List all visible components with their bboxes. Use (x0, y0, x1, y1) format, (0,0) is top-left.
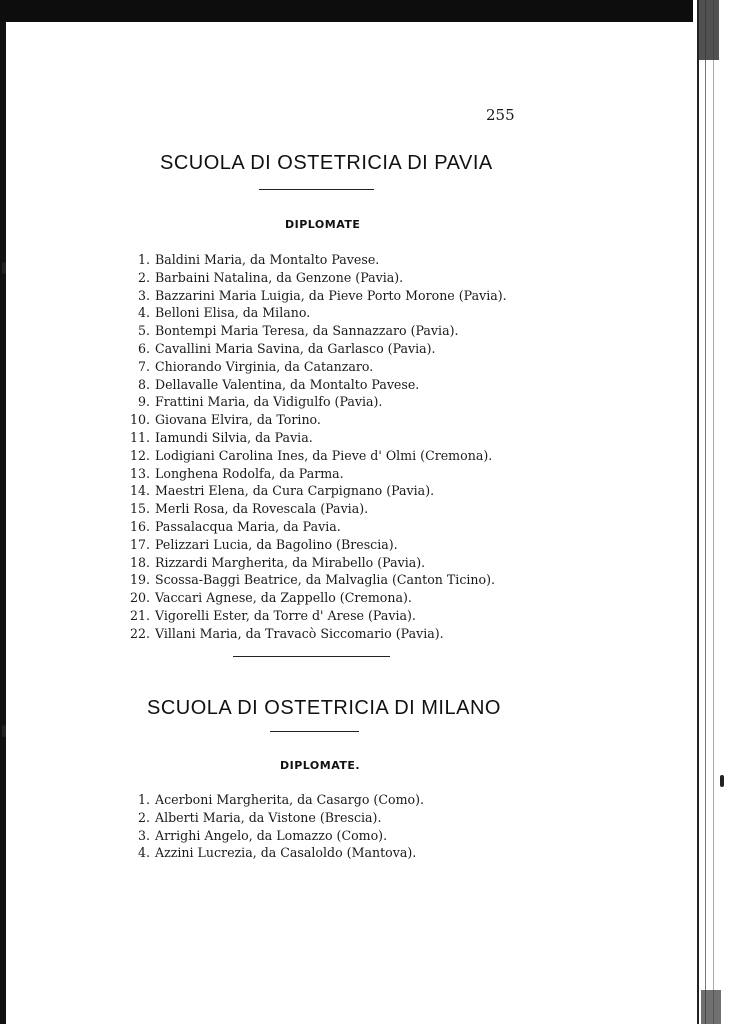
entry-text: Acerboni Margherita, da Casargo (Como). (155, 792, 425, 807)
margin-mark (2, 262, 6, 274)
section-subtitle-milano: DIPLOMATE. (280, 759, 361, 772)
list-item (124, 304, 507, 322)
entry-text: Belloni Elisa, da Milano. (155, 305, 311, 321)
entry-number: 1. (137, 792, 150, 807)
list-item (124, 251, 507, 269)
list-item (124, 571, 507, 589)
list-item (124, 376, 507, 394)
list-item (124, 482, 507, 500)
entry-text: Vigorelli Ester, da Torre d' Arese (Pavia). (155, 607, 416, 623)
list-item (124, 358, 507, 376)
entry-number: 1. (137, 252, 150, 267)
entry-number: 7. (137, 358, 150, 374)
entry-number: 17. (129, 536, 150, 552)
list-item (124, 625, 507, 643)
scan-top-border (0, 0, 729, 22)
entry-number: 19. (129, 572, 150, 588)
list-item (124, 518, 507, 536)
margin-mark (720, 775, 724, 787)
entry-number: 16. (129, 518, 150, 534)
list-item (124, 844, 424, 862)
entry-number: 5. (137, 323, 150, 339)
list-item (124, 393, 507, 411)
entry-text: Bazzarini Maria Luigia, da Pieve Porto Morone (Pavia). (155, 287, 507, 303)
list-item (124, 536, 507, 554)
entry-number: 22. (129, 625, 150, 641)
list-item (124, 500, 507, 518)
entry-number: 20. (129, 590, 150, 606)
section-divider (233, 656, 390, 657)
entry-number: 15. (129, 501, 150, 517)
entry-number: 21. (129, 607, 150, 623)
list-item (124, 322, 507, 340)
entry-text: Bontempi Maria Teresa, da Sannazzaro (Pavia). (155, 323, 459, 339)
entry-number: 9. (137, 394, 150, 410)
entry-text: Villani Maria, da Travacò Siccomario (Pavia). (155, 625, 444, 641)
entry-text: Iamundi Silvia, da Pavia. (155, 429, 313, 445)
section-subtitle-pavia: DIPLOMATE (285, 218, 361, 231)
entry-text: Dellavalle Valentina, da Montalto Pavese. (155, 376, 420, 392)
entry-text: Rizzardi Margherita, da Mirabello (Pavia). (155, 554, 426, 570)
entry-text: Merli Rosa, da Rovescala (Pavia). (155, 501, 369, 517)
title-rule (259, 189, 374, 190)
section-title-pavia: SCUOLA DI OSTETRICIA DI PAVIA (160, 152, 493, 174)
entry-number: 11. (129, 429, 150, 445)
scan-right-border (693, 0, 729, 1024)
page-number: 255 (486, 106, 515, 124)
list-item (124, 287, 507, 305)
entry-text: Arrighi Angelo, da Lomazzo (Como). (155, 827, 388, 843)
scan-left-border (0, 22, 6, 1024)
list-item (124, 447, 507, 465)
list-item (124, 827, 424, 845)
list-item (124, 809, 424, 827)
margin-mark (2, 725, 6, 737)
section-title-milano: SCUOLA DI OSTETRICIA DI MILANO (147, 697, 501, 719)
diploma-list-milano (124, 791, 424, 862)
list-item (124, 589, 507, 607)
entry-number: 3. (137, 827, 150, 843)
list-item (124, 554, 507, 572)
entry-number: 4. (137, 305, 150, 321)
entry-text: Scossa-Baggi Beatrice, da Malvaglia (Canton Ticino). (155, 572, 496, 588)
entry-number: 12. (129, 447, 150, 463)
diploma-list-pavia (124, 251, 507, 643)
entry-number: 6. (137, 340, 150, 356)
list-item (124, 791, 424, 809)
entry-text: Baldini Maria, da Montalto Pavese. (155, 252, 380, 267)
entry-text: Vaccari Agnese, da Zappello (Cremona). (155, 590, 412, 606)
entry-text: Barbaini Natalina, da Genzone (Pavia). (155, 269, 404, 285)
entry-text: Maestri Elena, da Cura Carpignano (Pavia). (155, 483, 435, 499)
entry-text: Pelizzari Lucia, da Bagolino (Brescia). (155, 536, 398, 552)
entry-number: 4. (137, 845, 150, 861)
entry-text: Lodigiani Carolina Ines, da Pieve d' Olmi (Cremona). (155, 447, 493, 463)
list-item (124, 607, 507, 625)
entry-number: 8. (137, 376, 150, 392)
entry-text: Cavallini Maria Savina, da Garlasco (Pavia). (155, 340, 436, 356)
entry-number: 13. (129, 465, 150, 481)
entry-text: Frattini Maria, da Vidigulfo (Pavia). (155, 394, 383, 410)
list-item (124, 465, 507, 483)
entry-number: 2. (137, 269, 150, 285)
entry-number: 2. (137, 809, 150, 825)
entry-number: 10. (129, 412, 150, 428)
list-item (124, 429, 507, 447)
list-item (124, 269, 507, 287)
entry-number: 14. (129, 483, 150, 499)
title-rule (270, 731, 359, 732)
entry-number: 3. (137, 287, 150, 303)
entry-text: Giovana Elvira, da Torino. (155, 412, 321, 428)
entry-number: 18. (129, 554, 150, 570)
list-item (124, 411, 507, 429)
entry-text: Alberti Maria, da Vistone (Brescia). (155, 809, 382, 825)
entry-text: Passalacqua Maria, da Pavia. (155, 518, 341, 534)
list-item (124, 340, 507, 358)
entry-text: Chiorando Virginia, da Catanzaro. (155, 358, 374, 374)
entry-text: Azzini Lucrezia, da Casaloldo (Mantova). (155, 845, 417, 861)
entry-text: Longhena Rodolfa, da Parma. (155, 465, 344, 481)
